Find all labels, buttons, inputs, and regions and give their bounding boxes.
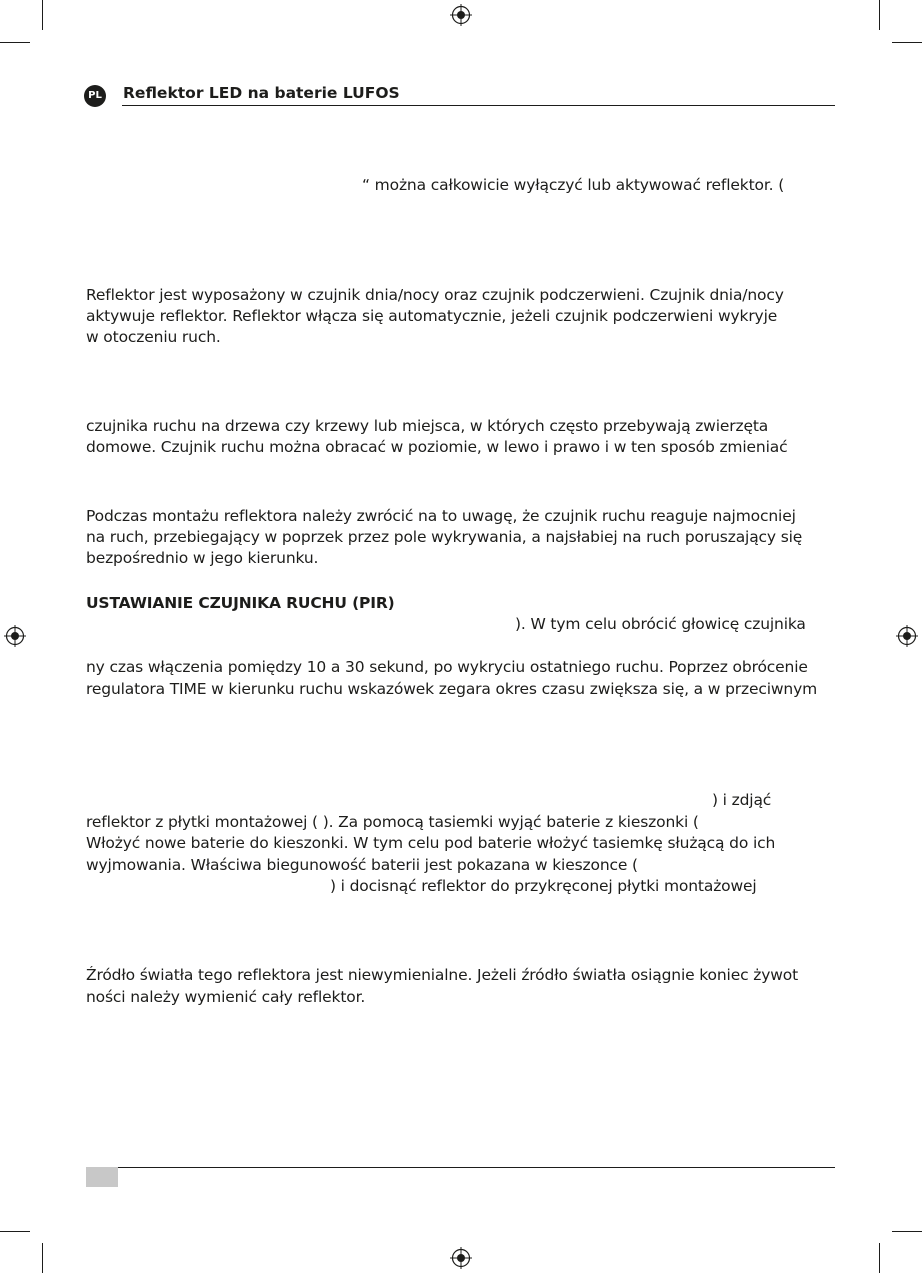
body-line: regulatora TIME w kierunku ruchu wskazówek zegara okres czasu zwiększa się, a w przeciwnym [86,680,818,698]
section-heading-pir: USTAWIANIE CZUJNIKA RUCHU (PIR) [86,594,395,612]
crop-mark [892,42,922,43]
body-line: Źródło światła tego reflektora jest niewymienialne. Jeżeli źródło światła osiągnie koniec żywot [86,966,799,984]
body-line: bezpośrednio w jego kierunku. [86,549,319,567]
body-line: ) i zdjąć [712,791,772,809]
body-line: Reflektor jest wyposażony w czujnik dnia/nocy oraz czujnik podczerwieni. Czujnik dnia/nocy [86,286,784,304]
crop-mark [879,0,880,30]
body-line: ności należy wymienić cały reflektor. [86,988,366,1006]
body-line: czujnika ruchu na drzewa czy krzewy lub miejsca, w których często przebywają zwierzęta [86,417,769,435]
footer-rule [86,1167,835,1168]
crop-mark [42,1243,43,1273]
registration-mark-icon [450,4,472,26]
body-line: wyjmowania. Właściwa biegunowość baterii jest pokazana w kieszonce ( [86,856,638,874]
body-line: ) i docisnąć reflektor do przykręconej płytki montażowej [330,877,757,895]
body-line: ny czas włączenia pomiędzy 10 a 30 sekund, po wykryciu ostatniego ruchu. Poprzez obrócenie [86,658,808,676]
crop-mark [42,0,43,30]
page-number-box [86,1167,118,1187]
header-rule [122,105,835,106]
body-line: domowe. Czujnik ruchu można obracać w poziomie, w lewo i prawo i w ten sposób zmieniać [86,438,788,456]
body-line: Podczas montażu reflektora należy zwrócić na to uwagę, że czujnik ruchu reaguje najmocniej [86,507,796,525]
crop-mark [0,1231,30,1232]
body-line: na ruch, przebiegający w poprzek przez pole wykrywania, a najsłabiej na ruch poruszający się [86,528,803,546]
body-line: w otoczeniu ruch. [86,328,221,346]
body-line: ). W tym celu obrócić głowicę czujnika [515,615,806,633]
crop-mark [892,1231,922,1232]
body-line: “ można całkowicie wyłączyć lub aktywować reflektor. ( [362,176,785,194]
body-line: Włożyć nowe baterie do kieszonki. W tym celu pod baterie włożyć tasiemkę służącą do ich [86,834,776,852]
language-badge: PL [84,85,106,107]
crop-mark [0,42,30,43]
registration-mark-icon [4,625,26,647]
crop-mark [879,1243,880,1273]
registration-mark-icon [896,625,918,647]
body-line: reflektor z płytki montażowej ( ). Za pomocą tasiemki wyjąć baterie z kieszonki ( [86,813,699,831]
registration-mark-icon [450,1247,472,1269]
body-line: aktywuje reflektor. Reflektor włącza się automatycznie, jeżeli czujnik podczerwieni wykryje [86,307,778,325]
page-title: Reflektor LED na baterie LUFOS [123,84,400,102]
